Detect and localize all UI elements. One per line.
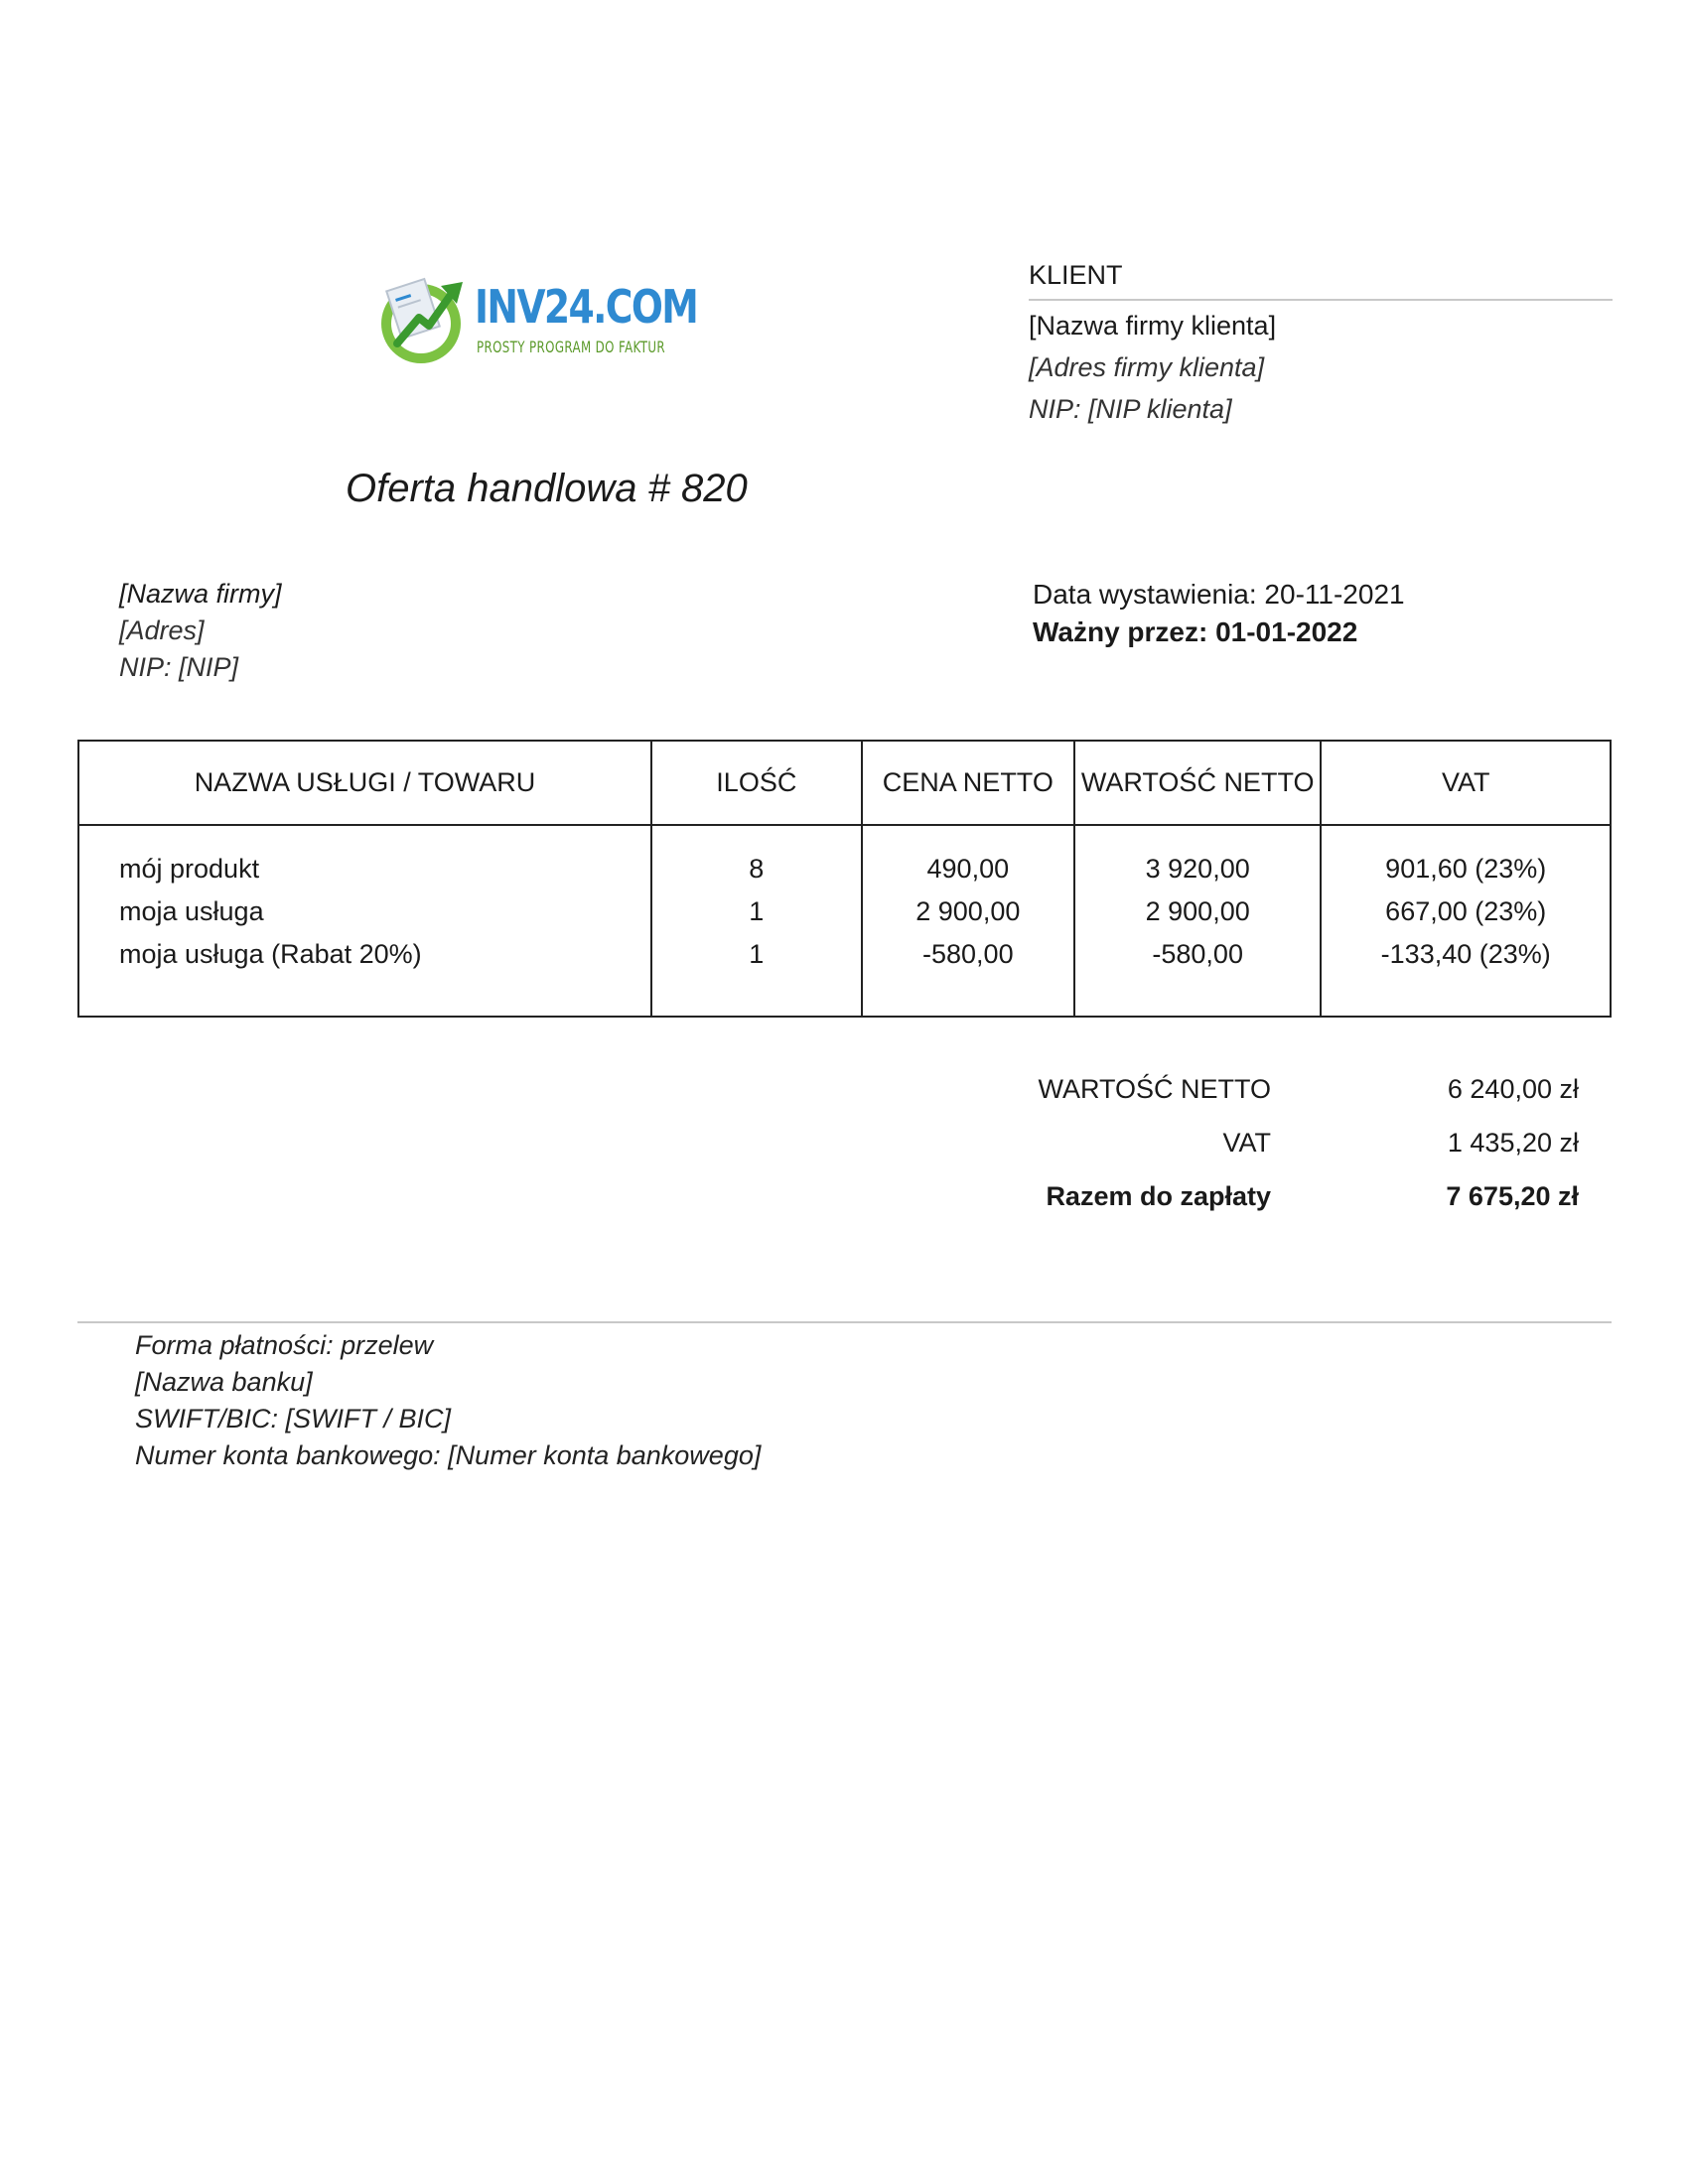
- table-row: [78, 825, 1611, 890]
- seller-address: [Adres]: [119, 615, 205, 645]
- bank-account: Numer konta bankowego: [Numer konta bankowego]: [135, 1440, 762, 1470]
- totals-total-label: Razem do zapłaty: [1046, 1181, 1271, 1211]
- logo-brand: INV24.COM: [475, 280, 698, 334]
- item-name: moja usługa: [78, 890, 651, 933]
- item-name: moja usługa (Rabat 20%): [78, 933, 651, 976]
- footer-divider: [77, 1321, 1612, 1323]
- seller-block: [119, 576, 282, 686]
- seller-name: [Nazwa firmy]: [119, 579, 282, 609]
- item-qty: 1: [651, 890, 862, 933]
- item-vat: 901,60 (23%): [1321, 825, 1611, 890]
- item-net: 2 900,00: [1074, 890, 1322, 933]
- totals-net-row: [993, 1074, 1589, 1128]
- company-logo: [377, 266, 698, 369]
- item-vat: -133,40 (23%): [1321, 933, 1611, 976]
- totals-net-value: 6 240,00 zł: [1447, 1074, 1579, 1104]
- valid-until: Ważny przez: 01-01-2022: [1033, 616, 1358, 647]
- swift-code: SWIFT/BIC: [SWIFT / BIC]: [135, 1404, 451, 1433]
- totals-block: [993, 1074, 1589, 1235]
- client-nip: NIP: [NIP klienta]: [1029, 394, 1232, 424]
- item-vat: 667,00 (23%): [1321, 890, 1611, 933]
- totals-vat-row: [993, 1128, 1589, 1181]
- document-title: Oferta handlowa # 820: [346, 467, 748, 510]
- table-row: [78, 933, 1611, 976]
- table-header-row: [78, 741, 1611, 825]
- dates-block: [1033, 576, 1405, 651]
- item-name: mój produkt: [78, 825, 651, 890]
- payment-method: Forma płatności: przelew: [135, 1330, 434, 1360]
- logo-tagline: PROSTY PROGRAM DO FAKTUR: [477, 338, 665, 356]
- item-net: -580,00: [1074, 933, 1322, 976]
- payment-block: [135, 1327, 761, 1474]
- client-name: [Nazwa firmy klienta]: [1029, 311, 1277, 341]
- seller-nip: NIP: [NIP]: [119, 652, 239, 682]
- totals-net-label: WARTOŚĆ NETTO: [1038, 1074, 1271, 1104]
- client-address: [Adres firmy klienta]: [1029, 352, 1265, 382]
- item-qty: 1: [651, 933, 862, 976]
- item-price: 2 900,00: [862, 890, 1074, 933]
- header-vat: VAT: [1321, 741, 1611, 825]
- item-qty: 8: [651, 825, 862, 890]
- issue-date: Data wystawienia: 20-11-2021: [1033, 579, 1405, 610]
- header-name: NAZWA USŁUGI / TOWARU: [78, 741, 651, 825]
- bank-name: [Nazwa banku]: [135, 1367, 313, 1397]
- item-price: -580,00: [862, 933, 1074, 976]
- header-net: WARTOŚĆ NETTO: [1074, 741, 1322, 825]
- table-padding-row: [78, 976, 1611, 1017]
- client-block: [1029, 260, 1613, 425]
- header-price: CENA NETTO: [862, 741, 1074, 825]
- header-qty: ILOŚĆ: [651, 741, 862, 825]
- totals-total-row: [993, 1181, 1589, 1235]
- totals-vat-value: 1 435,20 zł: [1447, 1128, 1579, 1158]
- logo-icon: [377, 266, 477, 369]
- items-table: [77, 740, 1612, 1018]
- totals-total-value: 7 675,20 zł: [1446, 1181, 1579, 1211]
- client-heading: KLIENT: [1029, 260, 1613, 301]
- table-row: [78, 890, 1611, 933]
- item-net: 3 920,00: [1074, 825, 1322, 890]
- totals-vat-label: VAT: [1222, 1128, 1271, 1158]
- item-price: 490,00: [862, 825, 1074, 890]
